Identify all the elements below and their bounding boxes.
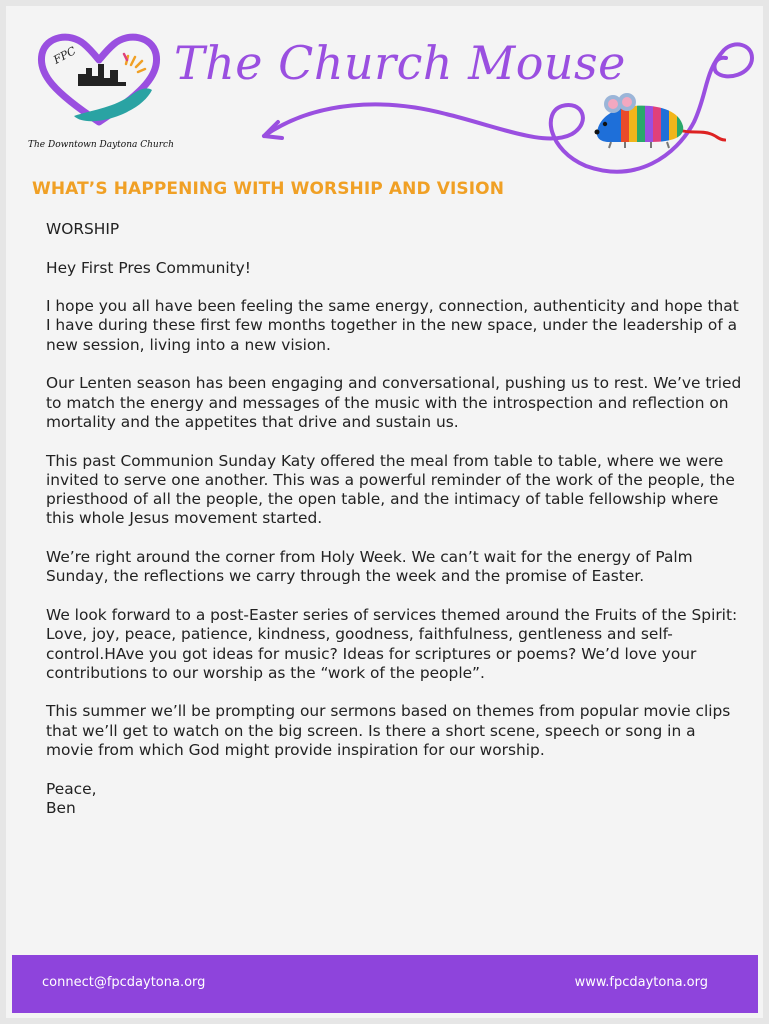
mouse-illustration — [591, 92, 726, 152]
newsletter-page — [6, 6, 763, 1018]
footer-email-link[interactable]: connect@fpcdaytona.org — [42, 975, 206, 990]
article-paragraph: Hey First Pres Community! — [46, 258, 251, 277]
section-heading: WHAT’S HAPPENING WITH WORSHIP AND VISION — [32, 179, 505, 199]
article-paragraph: This summer we’ll be prompting our sermons based on themes from popular movie clips that we’ll get to watch on the big screen. Is there a short scene, speech or song in a movie from which God might provide inspiration for our worship. — [46, 702, 731, 760]
article-body — [46, 220, 746, 838]
church-logo — [34, 30, 164, 130]
church-name: The Downtown Daytona Church — [28, 140, 174, 150]
signature-name: Ben — [46, 798, 76, 817]
article-paragraph: I hope you all have been feeling the same energy, connection, authenticity and hope that I have during these first few months together in the new space, under the leadership of a new session, living into a new vision. — [46, 297, 739, 354]
sign-off: Peace, — [46, 779, 97, 798]
article-paragraph: We look forward to a post-Easter series of services themed around the Fruits of the Spirit: Love, joy, peace, patience, kindness, goodness, faithfulness, gentleness and self-control.HAve you got ideas for music? Ideas for scriptures or poems? We’d love your contributions to our worship as the “work of the people”. — [46, 605, 738, 682]
article-paragraph: WORSHIP — [46, 220, 120, 238]
masthead-title: The Church Mouse — [174, 36, 626, 90]
logo-initials: FPC — [51, 44, 79, 67]
footer-website-link[interactable]: www.fpcdaytona.org — [574, 975, 708, 990]
article-paragraph: This past Communion Sunday Katy offered the meal from table to table, where we were invited to serve one another. This was a powerful reminder of the work of the people, the priesthood of all the people, the open table, and the intimacy of table fellowship where this whole Jesus movement started. — [46, 451, 735, 528]
footer-bar — [12, 955, 758, 1013]
article-paragraph: Our Lenten season has been engaging and conversational, pushing us to rest. We’ve tried to match the energy and messages of the music with the introspection and reflection on mortality and the appetites that drive and sustain us. — [46, 374, 742, 431]
article-paragraph: We’re right around the corner from Holy Week. We can’t wait for the energy of Palm Sunday, the reflections we carry through the week and the promise of Easter. — [46, 548, 693, 586]
